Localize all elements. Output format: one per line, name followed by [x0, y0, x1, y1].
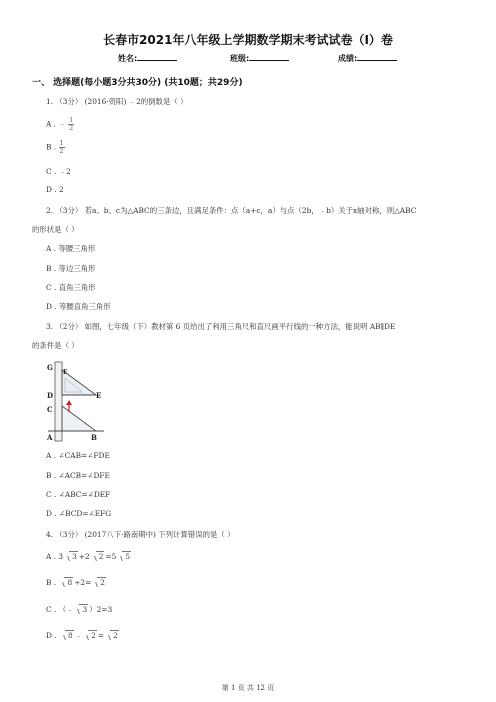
expr-text: C . （﹣: [46, 605, 74, 614]
question-3-stem-line2: 的条件是（ ）: [32, 341, 79, 350]
radical-sign: 5: [118, 552, 130, 561]
question-3-option-c: C . ∠ABC=∠DEF: [46, 490, 111, 499]
class-label: 班级:: [230, 54, 250, 63]
question-2-option-d: D . 等腰直角三角形: [46, 302, 111, 311]
question-2-option-a: A . 等腰三角形: [46, 244, 96, 253]
expr-text: B .: [46, 578, 59, 587]
radical-sign: 8: [60, 578, 72, 587]
label-a: A: [47, 433, 53, 442]
radical-sign: 2: [92, 552, 104, 561]
ruler-triangle-figure: [44, 360, 106, 444]
triangle-cab: [62, 406, 96, 431]
arrow-head: [66, 400, 72, 405]
question-1-option-b: [46, 140, 65, 155]
radical-sign: 3: [65, 552, 77, 561]
name-label: 姓名:: [118, 54, 138, 63]
question-2-stem-line2: 的形状是（ ）: [32, 225, 79, 234]
label-f: F: [63, 369, 68, 376]
label-d: D: [47, 391, 54, 400]
expr-text: ）2=3: [89, 605, 113, 614]
option-prefix: B .: [46, 142, 57, 152]
fraction-numerator: 1: [69, 116, 74, 124]
expr-text: D .: [46, 631, 59, 640]
section-heading: 一、 选择题(每小题3分共30分) (共10题；共29分): [32, 78, 243, 88]
name-field: [118, 53, 177, 64]
question-3-option-b: B . ∠ACB=∠DFE: [46, 471, 110, 480]
question-4-option-b: [46, 578, 107, 587]
fraction: [59, 140, 65, 155]
question-1-stem: 1. （3分） (2016·资阳) ﹣2的倒数是（ ）: [46, 97, 188, 106]
expr-text: =5: [105, 552, 117, 561]
score-field: [338, 53, 397, 64]
question-3-stem-line1: 3. （2分） 如图，七年级（下）教材第 6 页给出了利用三角尺和直尺画平行线的一种方法，能说明 AB∥DE: [46, 322, 396, 331]
option-prefix: A . ﹣: [46, 119, 66, 129]
radical-sign: 2: [106, 631, 118, 640]
expr-text: +2: [78, 552, 90, 561]
label-c: C: [47, 405, 53, 414]
label-b: B: [91, 433, 97, 442]
class-field: [230, 53, 289, 64]
question-3-option-d: D . ∠BCD=∠EFG: [46, 509, 112, 518]
radical-sign: 2: [84, 631, 96, 640]
fraction-denominator: 2: [59, 147, 64, 155]
ruler-shape: [55, 362, 62, 441]
expr-text: ﹣: [74, 631, 83, 640]
question-4-option-c: [46, 604, 112, 615]
fraction: [68, 117, 74, 132]
score-blank: [357, 53, 397, 61]
question-2-option-b: B . 等边三角形: [46, 264, 96, 273]
question-4-option-a: [46, 552, 132, 561]
exam-title: 长春市2021年八年级上学期数学期末考试试卷（I）卷: [103, 33, 393, 47]
question-2-option-c: C . 直角三角形: [46, 283, 96, 292]
label-e: E: [96, 391, 102, 400]
radical-sign: 8: [61, 631, 73, 640]
radical-sign: 2: [93, 578, 105, 587]
question-2-stem-line1: 2. （3分） 若a、b、c为△ABC的三条边，且满足条件：点（a+c，a）与点（2b，﹣b）关于x轴对称，则△ABC: [46, 206, 417, 215]
question-4-stem: 4. （3分） (2017八下·路南期中) 下列计算错误的是（ ）: [46, 530, 235, 539]
question-1-option-d: D . 2: [46, 185, 64, 194]
question-4-option-d: [46, 630, 120, 641]
fraction-denominator: 2: [69, 124, 74, 132]
question-3-option-a: A . ∠CAB=∠FDE: [46, 451, 110, 460]
question-1-option-c: C . ﹣2: [46, 167, 71, 176]
expr-text: =: [97, 631, 104, 640]
page-footer: 第 1 页 共 12 页: [221, 684, 275, 692]
expr-text: A . 3: [46, 552, 64, 561]
score-label: 成绩:: [338, 54, 358, 63]
question-1-option-a: [46, 117, 74, 132]
expr-text: ÷2=: [74, 578, 92, 587]
radical-sign: 3: [75, 605, 87, 614]
label-g: G: [47, 363, 53, 372]
name-blank: [137, 53, 177, 61]
class-blank: [249, 53, 289, 61]
fraction-numerator: 1: [59, 139, 64, 147]
